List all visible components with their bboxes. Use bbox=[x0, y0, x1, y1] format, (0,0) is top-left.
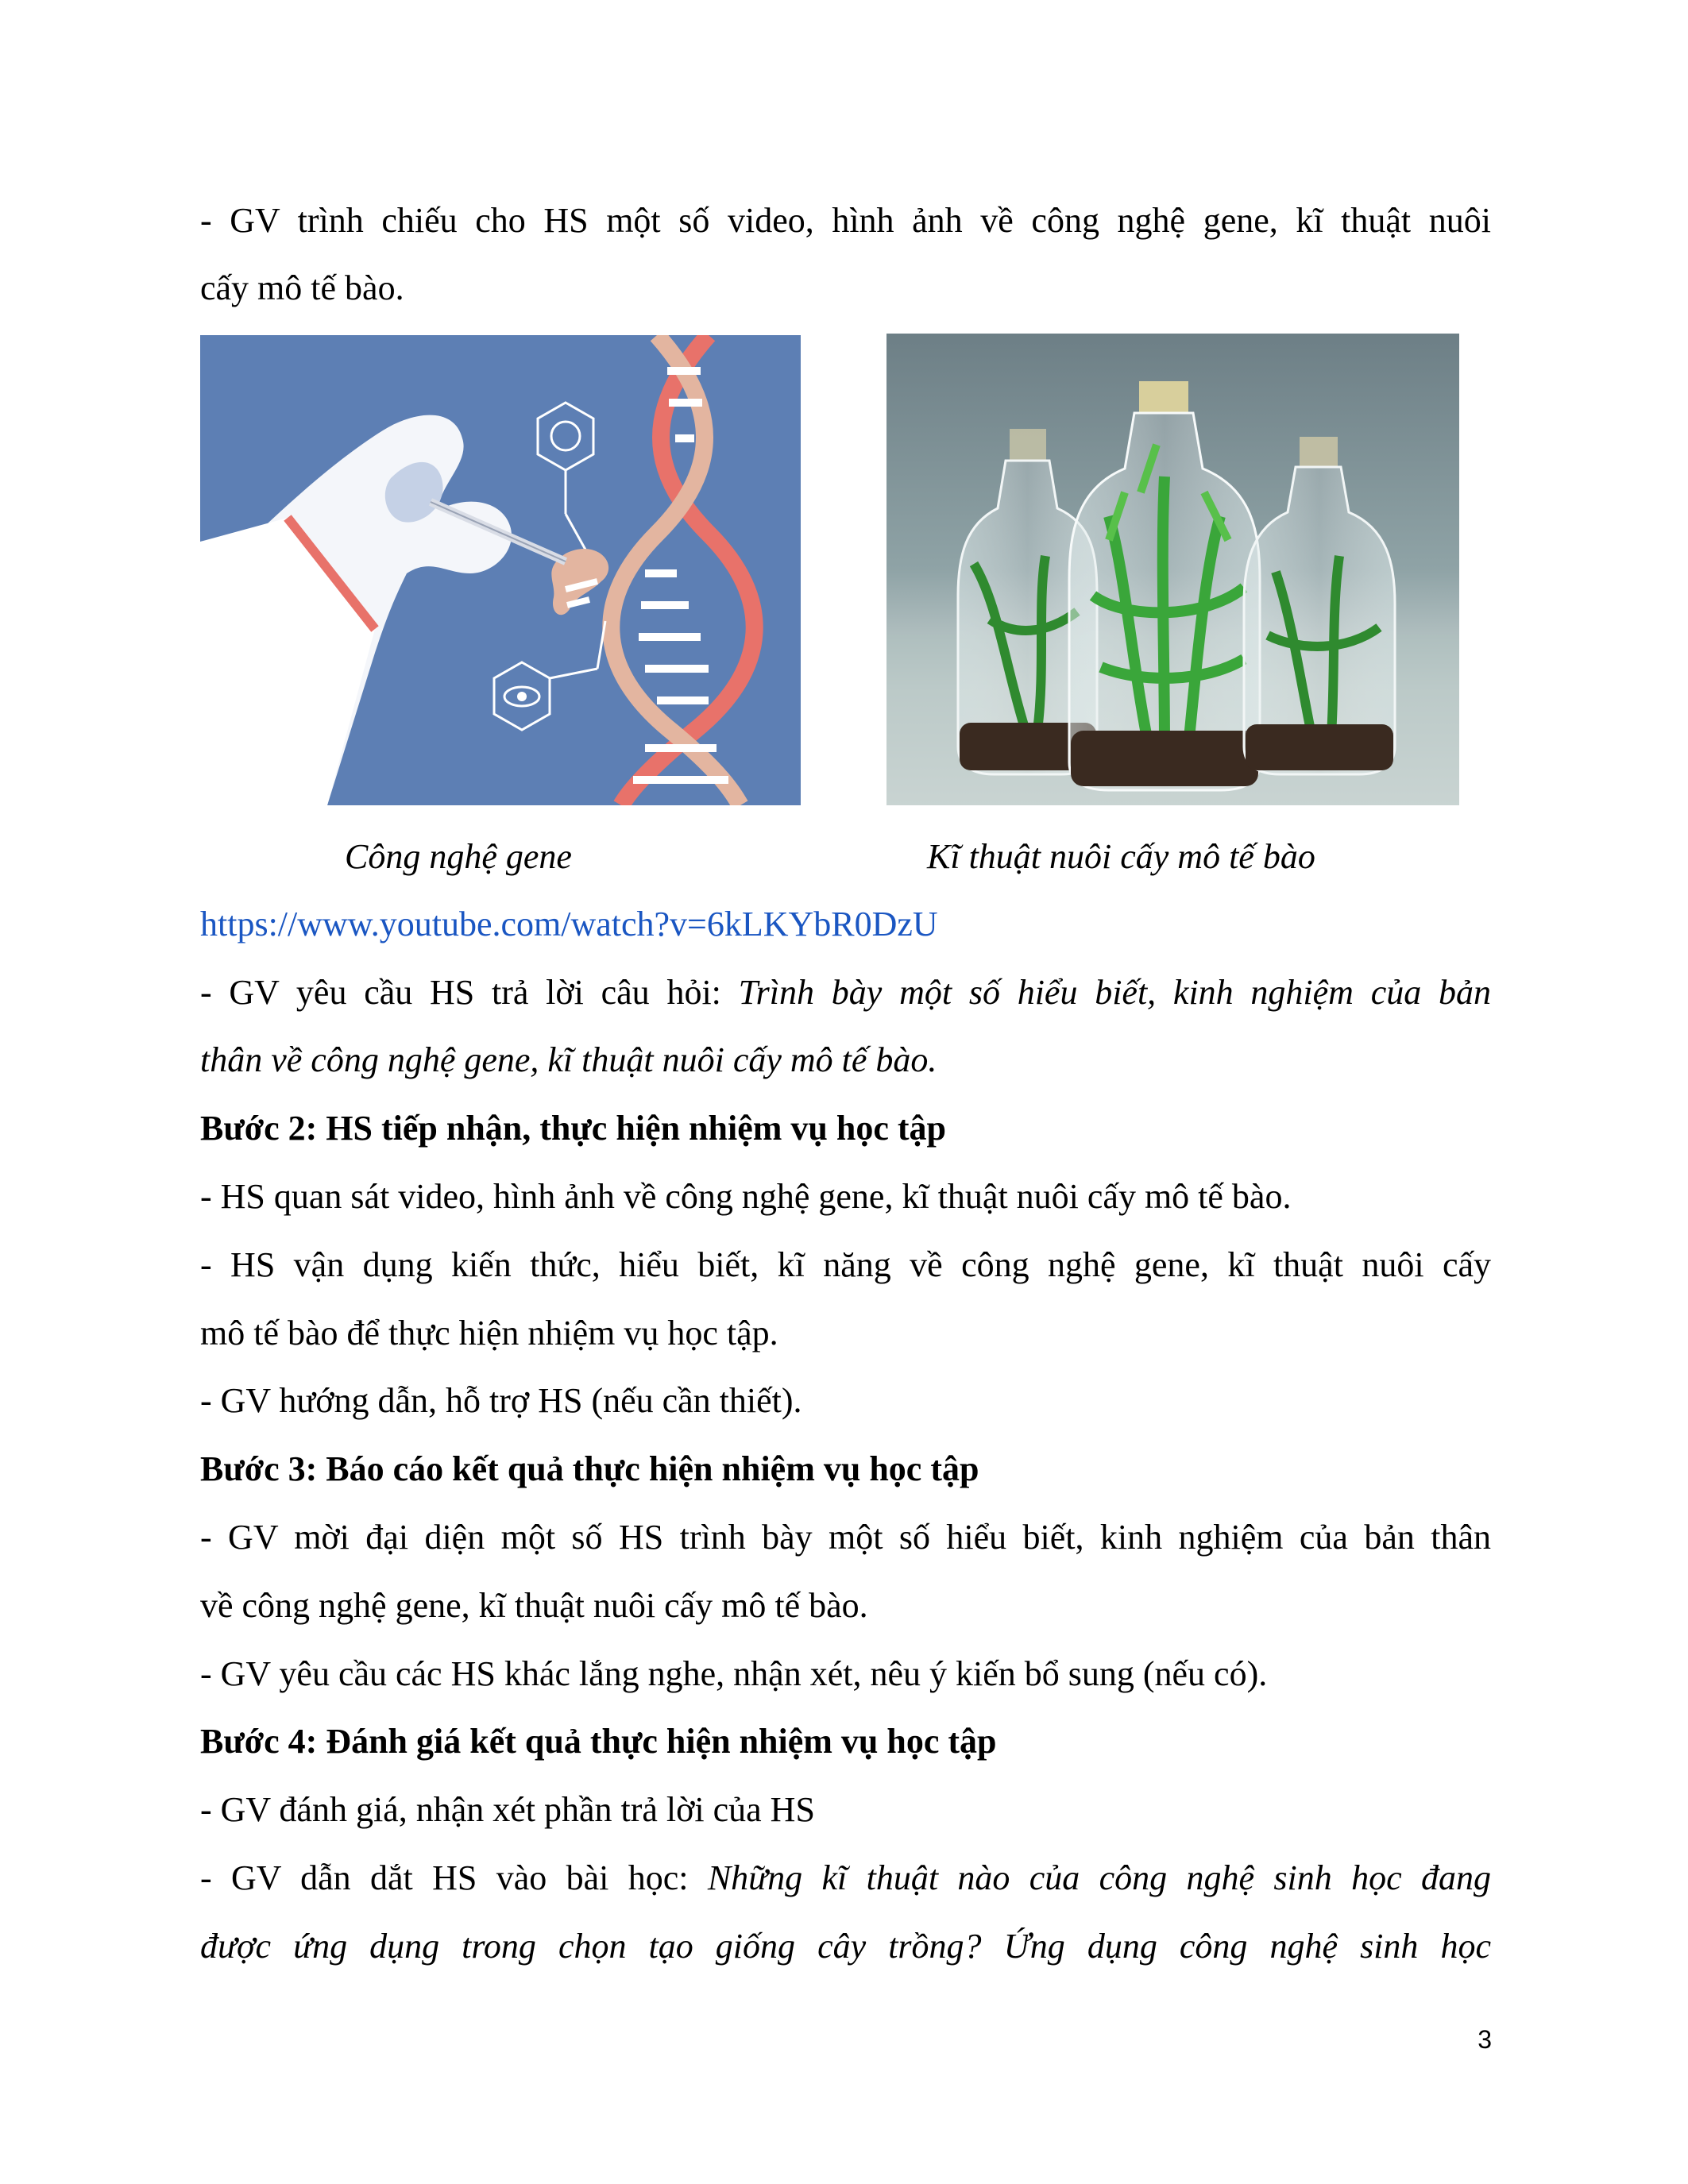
step2-line-1: - HS quan sát video, hình ảnh về công nghệ gene, kĩ thuật nuôi cấy mô tế bào. bbox=[200, 1177, 1292, 1216]
step2-heading: Bước 2: HS tiếp nhận, thực hiện nhiệm vụ học tập bbox=[200, 1109, 946, 1148]
tissue-culture-bottles-photo bbox=[886, 334, 1459, 805]
question-italic-1: Trình bày một số hiểu biết, kinh nghiệm của bản bbox=[738, 973, 1491, 1012]
step2-line-2: - HS vận dụng kiến thức, hiểu biết, kĩ năng về công nghệ gene, kĩ thuật nuôi cấy bbox=[200, 1245, 1491, 1284]
question-line-2: thân về công nghệ gene, kĩ thuật nuôi cấy mô tế bào. bbox=[200, 1040, 937, 1079]
step3-line-1: - GV mời đại diện một số HS trình bày một số hiểu biết, kinh nghiệm của bản thân bbox=[200, 1518, 1491, 1557]
step4-line-2-italic: Những kĩ thuật nào của công nghệ sinh học đang bbox=[707, 1858, 1492, 1897]
step4-line-2 bbox=[200, 1856, 1491, 1900]
caption-gene-technology: Công nghệ gene bbox=[345, 837, 572, 876]
question-prefix: - GV yêu cầu HS trả lời câu hỏi: bbox=[200, 973, 739, 1012]
intro-line-2: cấy mô tế bào. bbox=[200, 268, 404, 307]
caption-tissue-culture: Kĩ thuật nuôi cấy mô tế bào bbox=[927, 837, 1315, 876]
step3-line-3: - GV yêu cầu các HS khác lắng nghe, nhận xét, nêu ý kiến bổ sung (nếu có). bbox=[200, 1654, 1268, 1693]
step4-heading: Bước 4: Đánh giá kết quả thực hiện nhiệm vụ học tập bbox=[200, 1722, 997, 1761]
step4-line-2-prefix: - GV dẫn dắt HS vào bài học: bbox=[200, 1858, 708, 1897]
step4-line-3: được ứng dụng trong chọn tạo giống cây trồng? Ứng dụng công nghệ sinh học bbox=[200, 1927, 1491, 1966]
page-number: 3 bbox=[1477, 2025, 1492, 2054]
intro-line-1: - GV trình chiếu cho HS một số video, hình ảnh về công nghệ gene, kĩ thuật nuôi bbox=[200, 201, 1491, 240]
step3-line-2: về công nghệ gene, kĩ thuật nuôi cấy mô tế bào. bbox=[200, 1586, 868, 1625]
step4-line-1: - GV đánh giá, nhận xét phần trả lời của HS bbox=[200, 1790, 815, 1829]
step2-line-3: mô tế bào để thực hiện nhiệm vụ học tập. bbox=[200, 1314, 778, 1352]
step3-heading: Bước 3: Báo cáo kết quả thực hiện nhiệm vụ học tập bbox=[200, 1449, 979, 1488]
question-line-1 bbox=[200, 970, 1491, 1015]
youtube-link[interactable]: https://www.youtube.com/watch?v=6kLKYbR0DzU bbox=[200, 905, 938, 943]
step2-line-4: - GV hướng dẫn, hỗ trợ HS (nếu cần thiết). bbox=[200, 1381, 802, 1420]
gene-technology-illustration bbox=[200, 335, 801, 805]
